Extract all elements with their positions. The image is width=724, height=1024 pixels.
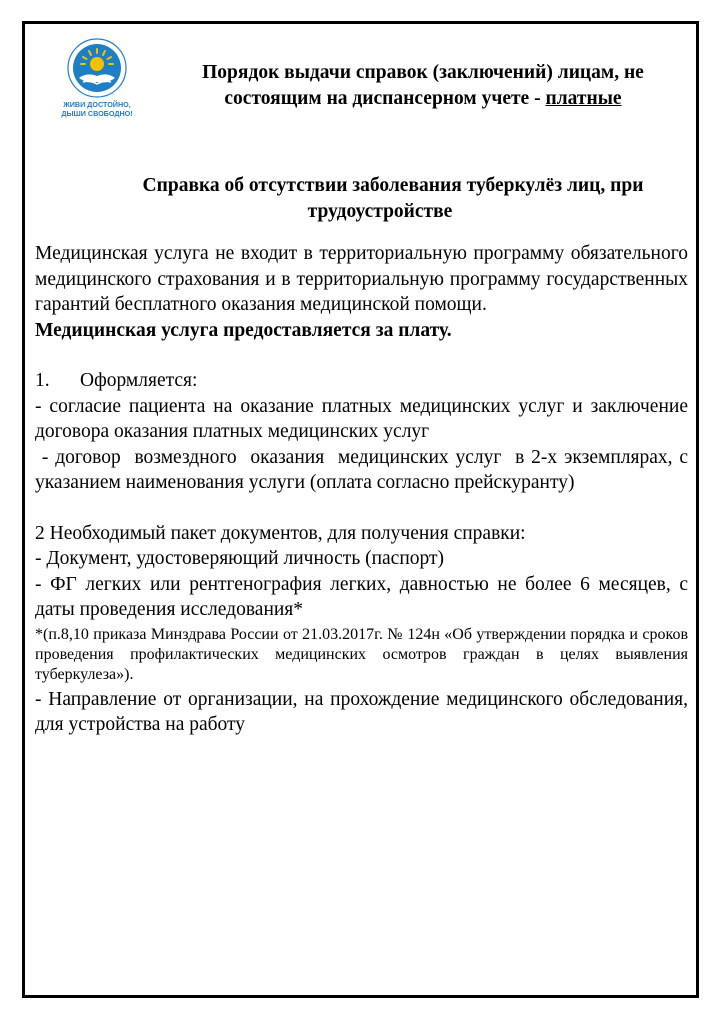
certificate-title-line2: трудоустройстве <box>307 201 453 222</box>
section1-number: 1. <box>35 370 50 391</box>
document-body <box>35 241 693 738</box>
certificate-title-line1: Справка об отсутствии заболевания туберкулёз лиц, при <box>142 175 644 196</box>
logo-slogan-line1: ЖИВИ ДОСТОЙНО, <box>63 100 131 109</box>
certificate-title <box>60 173 700 225</box>
logo-slogan-line2: ДЫШИ СВОБОДНО! <box>61 109 133 118</box>
sun-hands-emblem-icon <box>57 38 137 100</box>
page-title-line1: Порядок выдачи справок (заключений) лицам, не <box>202 62 644 83</box>
section1-heading <box>35 368 688 394</box>
section2-item-passport: - Документ, удостоверяющий личность (паспорт) <box>35 548 445 569</box>
page-title <box>162 60 684 112</box>
section1-title: Оформляется: <box>80 370 198 391</box>
section1-item-contract: - договор возмездного оказания медицинских услуг в 2-х экземплярах, с указанием наименования услуги (оплата согласно прейскуранту) <box>35 446 693 493</box>
page-title-line2-prefix: состоящим на диспансерном учете - <box>224 88 546 109</box>
footnote: *(п.8,10 приказа Минздрава России от 21.03.2017г. № 124н «Об утверждении порядка и сроков проведения профилактических медицинских осмотров граждан в целях выявления туберкулеза»). <box>35 625 688 683</box>
organization-logo <box>57 38 137 122</box>
section1-item-consent: - согласие пациента на оказание платных медицинских услуг и заключение договора оказания платных медицинских услуг <box>35 395 688 442</box>
logo-slogan <box>57 100 137 118</box>
section2-item-xray: - ФГ легких или рентгенография легких, давностью не более 6 месяцев, с даты проведения исследования* <box>35 573 688 620</box>
paid-service-notice: Медицинская услуга предоставляется за плату. <box>35 319 452 341</box>
page-title-paid-label: платные <box>545 88 622 109</box>
section2-item-referral: - Направление от организации, на прохождение медицинского обследования, для устройства на работу <box>35 688 688 735</box>
page-title-line2 <box>162 86 684 112</box>
intro-paragraph: Медицинская услуга не входит в территориальную программу обязательного медицинского страхования и в территориальную программу государственных гарантий бесплатного оказания медицинской помощи. <box>35 243 688 315</box>
section2-title: 2 Необходимый пакет документов, для получения справки: <box>35 522 526 544</box>
